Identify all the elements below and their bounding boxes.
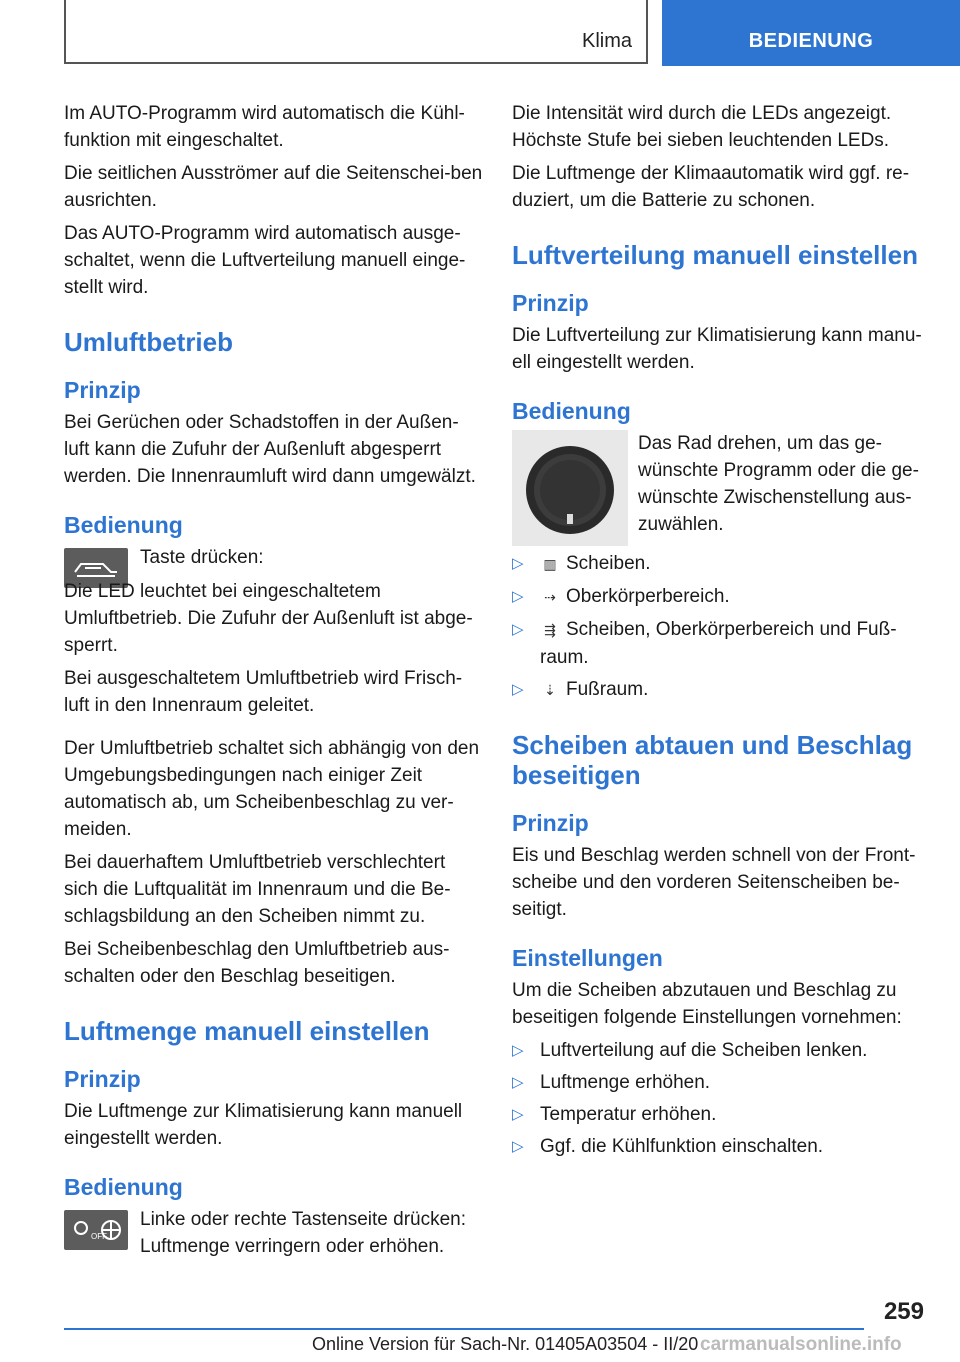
section-heading: Luftmenge manuell einstellen xyxy=(64,1016,430,1046)
subheading: Bedienung xyxy=(512,398,631,424)
subheading: Prinzip xyxy=(64,1066,141,1092)
paragraph: Der Umluftbetrieb schaltet sich abhängig von den Umgebungsbedingungen nach einiger Zeit automatisch ab, um Scheibenbeschlag zu ver-meiden. xyxy=(64,738,480,840)
list-item: ▷ ⇣ Fußraum. xyxy=(512,676,932,704)
paragraph: Die Luftmenge der Klimaautomatik wird ggf. re-duziert, um die Batterie zu schonen. xyxy=(512,163,910,211)
subheading: Einstellungen xyxy=(512,945,663,971)
subheading: Prinzip xyxy=(64,377,141,403)
paragraph: Um die Scheiben abzutauen und Beschlag zu beseitigen folgende Einstellungen vornehmen: xyxy=(512,980,902,1028)
paragraph: Das AUTO-Programm wird automatisch ausge-schaltet, wenn die Luftverteilung manuell einge-stellt wird. xyxy=(64,223,466,298)
section-heading: Umluftbetrieb xyxy=(64,327,233,357)
all-zones-icon: ⇶ xyxy=(544,622,556,638)
page-number: 259 xyxy=(883,1298,924,1325)
subheading: Prinzip xyxy=(512,810,589,836)
header-tab-label: BEDIENUNG xyxy=(748,30,874,52)
paragraph: Bei ausgeschaltetem Umluftbetrieb wird Frisch-luft in den Innenraum geleitet. xyxy=(64,668,463,716)
paragraph: Die Luftmenge zur Klimatisierung kann manuell eingestellt werden. xyxy=(64,1101,463,1149)
list-item: ▷ ▥ Scheiben. xyxy=(512,550,932,578)
footwell-icon: ⇣ xyxy=(544,682,556,698)
air-distribution-knob-icon xyxy=(512,430,628,546)
paragraph: Bei Scheibenbeschlag den Umluftbetrieb aus-schalten oder den Beschlag beseitigen. xyxy=(64,939,450,987)
fan-speed-control xyxy=(64,1206,484,1260)
distribution-list xyxy=(512,550,932,704)
paragraph: Die seitlichen Ausströmer auf die Seitenschei-ben ausrichten. xyxy=(64,163,483,211)
section-heading: Scheiben abtauen und Beschlag beseitigen xyxy=(512,730,913,790)
paragraph: Eis und Beschlag werden schnell von der Front-scheibe und den vorderen Seitenscheiben be-seitigt. xyxy=(512,845,916,920)
paragraph: Die Intensität wird durch die LEDs angezeigt. Höchste Stufe bei sieben leuchtenden LEDs. xyxy=(512,103,892,151)
defrost-steps-list xyxy=(512,1037,932,1160)
footer-online-version: Online Version für Sach-Nr. 01405A03504 - II/20 xyxy=(312,1334,699,1354)
list-item: ▷ Ggf. die Kühlfunktion einschalten. xyxy=(512,1136,824,1157)
subheading: Bedienung xyxy=(64,512,183,538)
paragraph: Linke oder rechte Tastenseite drücken: Luftmenge verringern oder erhöhen. xyxy=(140,1209,467,1257)
watermark: carmanualsonline.info xyxy=(700,1334,902,1355)
left-column xyxy=(64,100,484,1264)
header-box xyxy=(64,0,648,64)
section-heading: Luftverteilung manuell einstellen xyxy=(512,240,918,270)
list-item: ▷ Temperatur erhöhen. xyxy=(512,1104,717,1125)
paragraph: Taste drücken: xyxy=(140,547,264,568)
windscreen-icon: ▥ xyxy=(543,556,557,572)
paragraph: Bei Gerüchen oder Schadstoffen in der Außen-luft kann die Zufuhr der Außenluft abgesperrt werden. Die Innenraumluft wird dann umgewälzt. xyxy=(64,412,476,487)
air-distribution-control xyxy=(512,430,932,546)
fan-off-label: OFF xyxy=(91,1232,107,1241)
paragraph: Das Rad drehen, um das ge-wünschte Programm oder die ge-wünschte Zwischenstellung aus-zuwählen. xyxy=(638,433,919,535)
paragraph: Bei dauerhaftem Umluftbetrieb verschlechtert sich die Luftqualität im Innenraum und die Be-schlagsbildung an den Scheiben nimmt zu. xyxy=(64,852,451,927)
paragraph: Im AUTO-Programm wird automatisch die Kühl-funktion mit eingeschaltet. xyxy=(64,103,465,151)
list-item: ▷ Luftmenge erhöhen. xyxy=(512,1072,711,1093)
paragraph: Die LED leuchtet bei eingeschaltetem Umluftbetrieb. Die Zufuhr der Außenluft ist abge-sperrt. xyxy=(64,581,473,656)
fan-speed-button-icon xyxy=(64,1210,128,1250)
footer-divider xyxy=(64,1328,864,1330)
subheading: Bedienung xyxy=(64,1174,183,1200)
header-tab xyxy=(662,0,960,66)
list-item: ▷ ⇢ Oberkörperbereich. xyxy=(512,583,932,611)
right-column xyxy=(512,100,932,1170)
upper-body-icon: ⇢ xyxy=(544,589,556,605)
header-section-title: Klima xyxy=(581,30,632,52)
list-item: ▷ Luftverteilung auf die Scheiben lenken. xyxy=(512,1040,868,1061)
subheading: Prinzip xyxy=(512,290,589,316)
paragraph: Die Luftverteilung zur Klimatisierung kann manu-ell eingestellt werden. xyxy=(512,325,922,373)
list-item: ▷ ⇶ Scheiben, Oberkörperbereich und Fuß-raum. xyxy=(512,619,897,668)
